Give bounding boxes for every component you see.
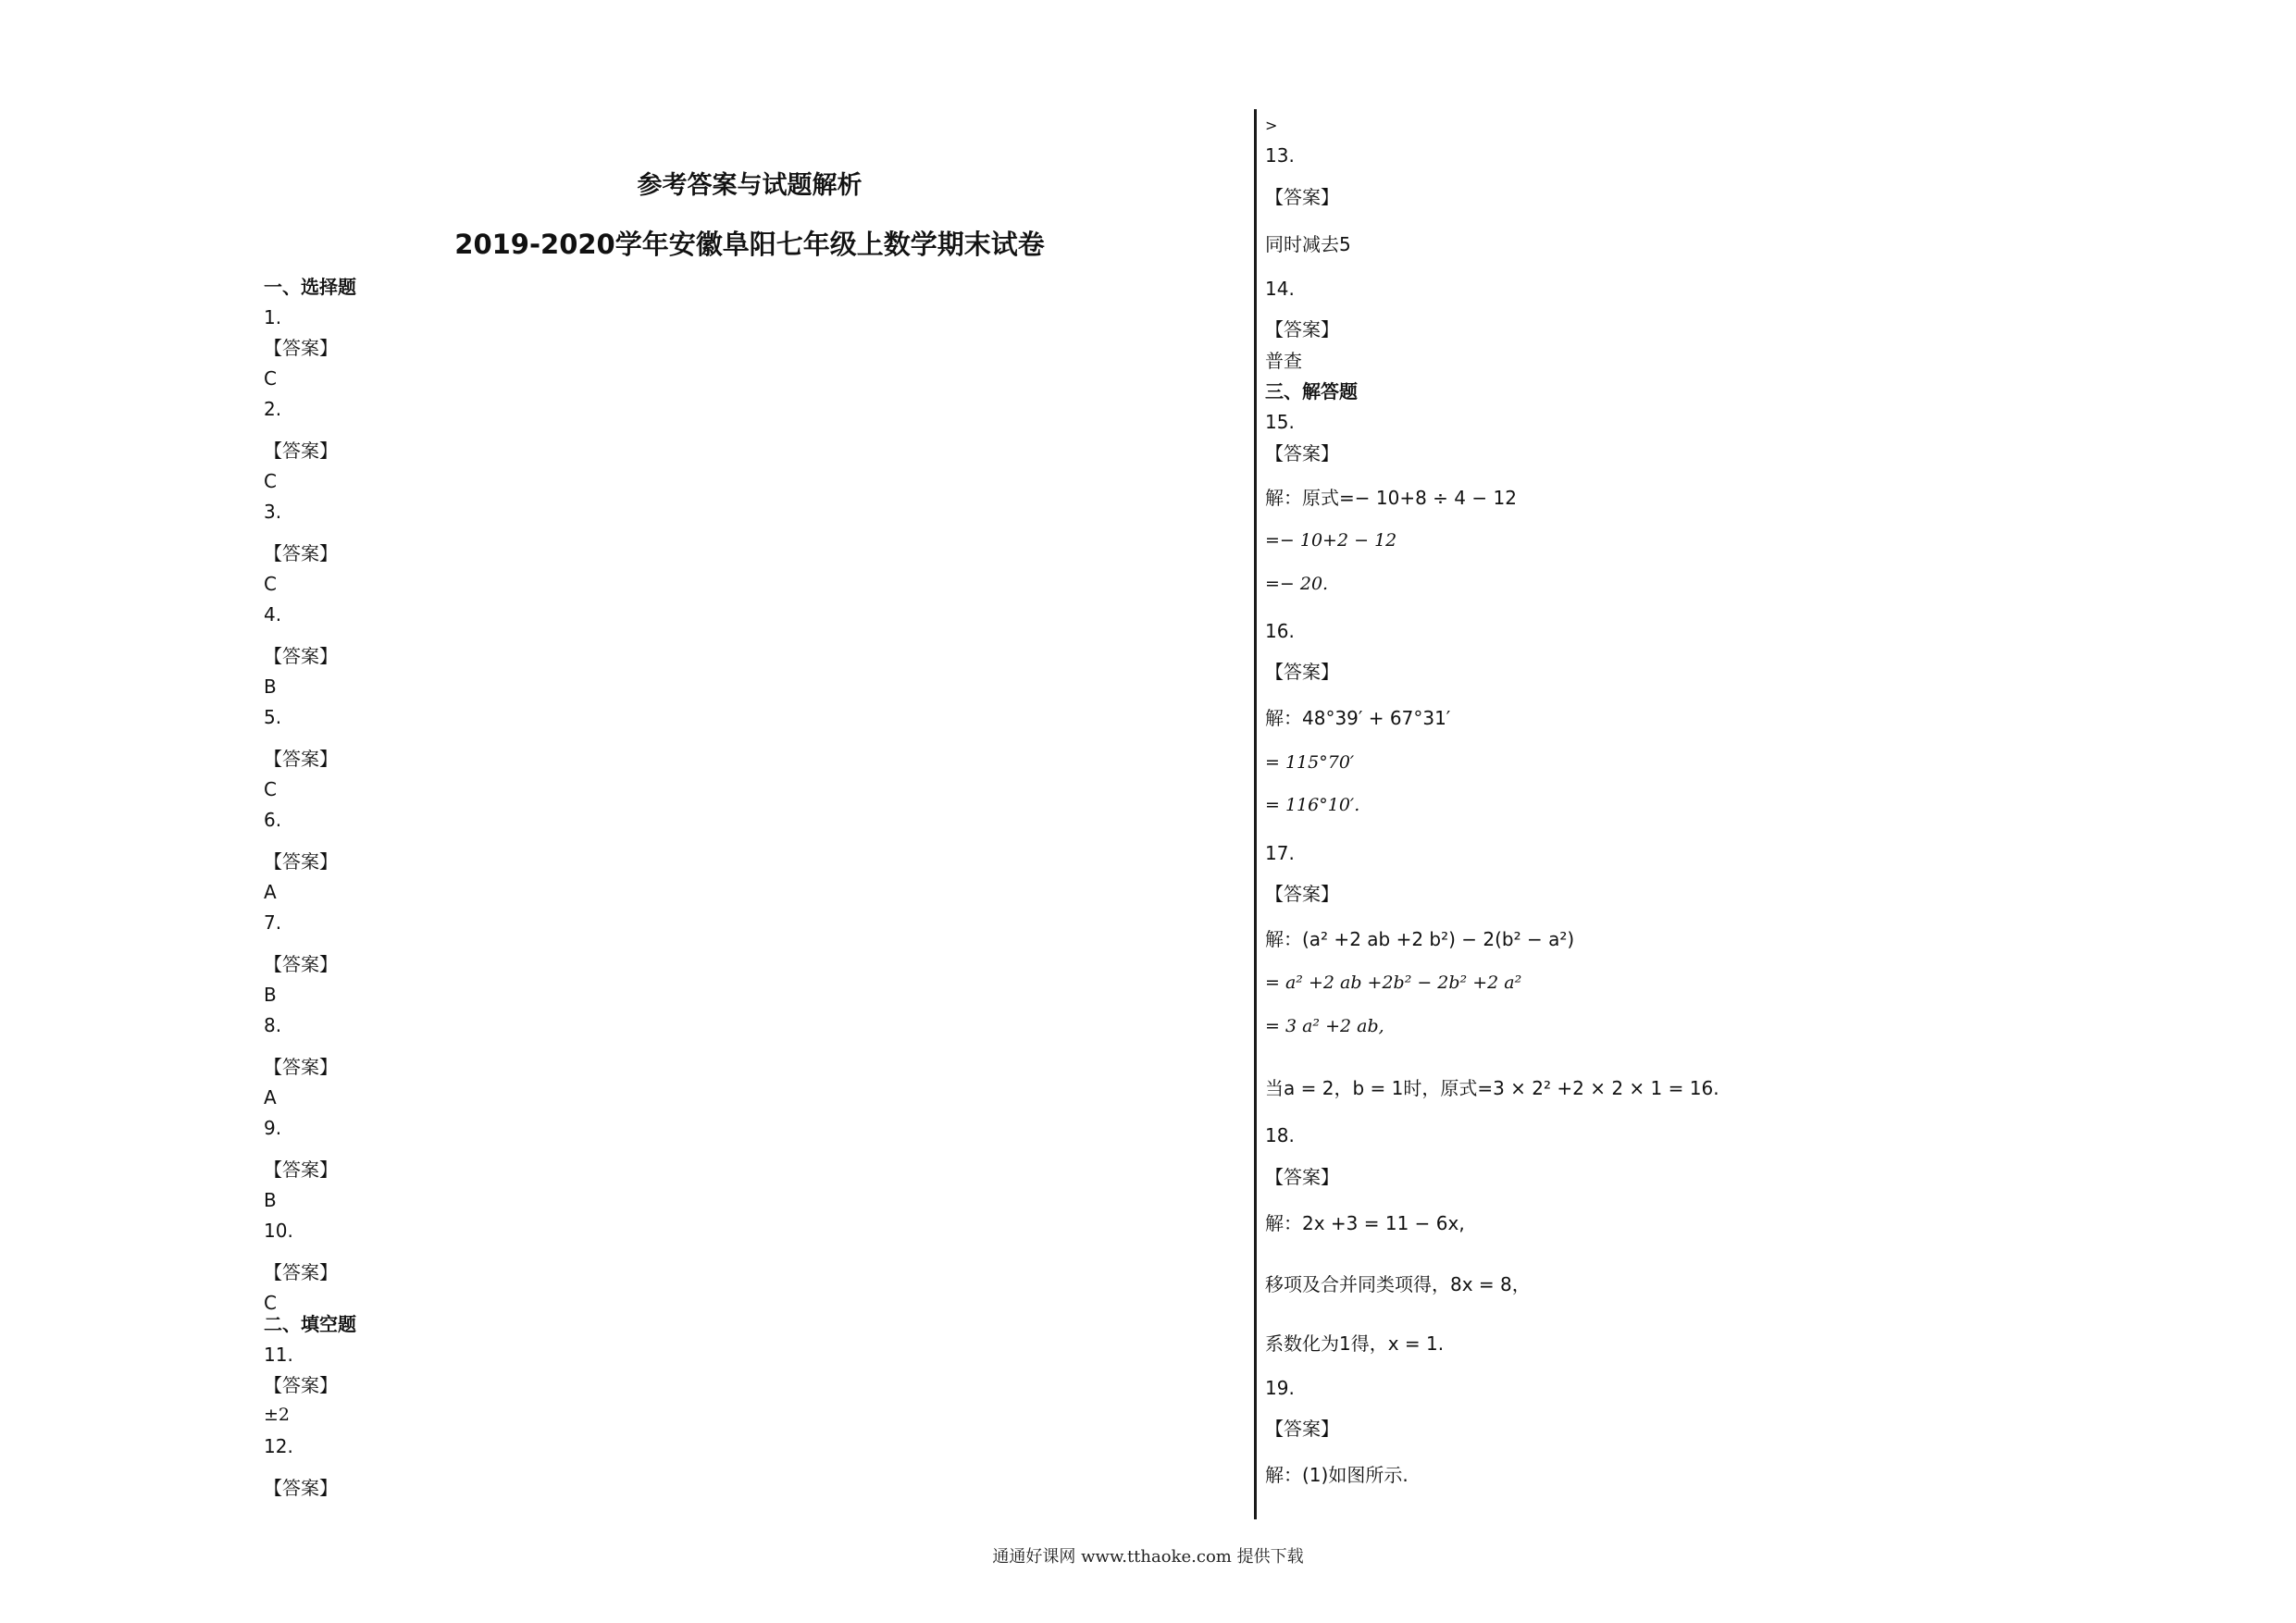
answer-label: 【答案】 <box>264 1261 338 1283</box>
answer-value: B <box>264 1189 277 1211</box>
answer-value: B <box>264 984 277 1006</box>
answer-label: 【答案】 <box>264 748 338 770</box>
solution-line: =− 10+2 − 12 <box>1265 530 1397 551</box>
footer-source: 通通好课网 www.tthaoke.com 提供下载 <box>992 1547 1304 1567</box>
question-number: 4. <box>264 603 282 626</box>
document-title: 参考答案与试题解析 <box>637 171 863 200</box>
solution-line: 系数化为1得，x = 1. <box>1265 1332 1445 1355</box>
answer-label: 【答案】 <box>264 337 338 359</box>
solution-line: = 116°10′. <box>1265 795 1360 815</box>
question-number: 11. <box>264 1344 293 1366</box>
answer-label: 【答案】 <box>264 1477 338 1499</box>
solution-line: 解：2x +3 = 11 − 6x, <box>1265 1212 1465 1234</box>
answer-label: 【答案】 <box>264 645 338 667</box>
answer-label: 【答案】 <box>1265 318 1339 341</box>
solution-line: = a² +2 ab +2b² − 2b² +2 a² <box>1265 973 1522 993</box>
answer-label: 【答案】 <box>264 850 338 873</box>
solution-line: = 3 a² +2 ab, <box>1265 1016 1384 1036</box>
solution-line: 解：(1)如图所示. <box>1265 1464 1409 1486</box>
answer-label: 【答案】 <box>1265 883 1339 905</box>
solution-line: =− 20. <box>1265 574 1329 594</box>
question-number: 5. <box>264 706 282 728</box>
question-number: 15. <box>1265 411 1295 433</box>
question-number: 3. <box>264 501 282 523</box>
question-number: 12. <box>264 1435 293 1457</box>
column-divider <box>1254 109 1257 1519</box>
answer-value: C <box>264 470 277 492</box>
answer-value: C <box>264 573 277 595</box>
continuation-mark: > <box>1265 117 1278 134</box>
answer-label: 【答案】 <box>264 1056 338 1078</box>
solution-line: 解：原式=− 10+8 ÷ 4 − 12 <box>1265 487 1517 509</box>
answer-label: 【答案】 <box>264 440 338 462</box>
section-heading-solve: 三、解答题 <box>1265 380 1358 403</box>
answer-label: 【答案】 <box>1265 186 1339 208</box>
answer-value: B <box>264 675 277 698</box>
answer-value: C <box>264 367 277 390</box>
question-number: 8. <box>264 1014 282 1036</box>
answer-text: 同时减去5 <box>1265 233 1351 255</box>
section-heading-choice: 一、选择题 <box>264 276 356 298</box>
question-number: 2. <box>264 398 282 420</box>
solution-line: 解：(a² +2 ab +2 b²) − 2(b² − a²) <box>1265 928 1575 950</box>
answer-value: A <box>264 1086 277 1109</box>
solution-line: 解：48°39′ + 67°31′ <box>1265 707 1451 729</box>
question-number: 16. <box>1265 620 1295 642</box>
solution-line: 当a = 2，b = 1时，原式=3 × 2² +2 × 2 × 1 = 16. <box>1265 1077 1719 1099</box>
answer-value: C <box>264 778 277 800</box>
section-heading-fill: 二、填空题 <box>264 1313 356 1335</box>
answer-label: 【答案】 <box>264 953 338 975</box>
question-number: 18. <box>1265 1124 1295 1146</box>
question-number: 19. <box>1265 1377 1295 1399</box>
answer-label: 【答案】 <box>264 542 338 564</box>
answer-label: 【答案】 <box>1265 1418 1339 1440</box>
exam-title: 2019-2020学年安徽阜阳七年级上数学期末试卷 <box>454 229 1045 260</box>
solution-line: = 115°70′ <box>1265 752 1355 773</box>
question-number: 7. <box>264 911 282 934</box>
question-number: 17. <box>1265 842 1295 864</box>
answer-label: 【答案】 <box>264 1374 338 1396</box>
question-number: 10. <box>264 1220 293 1242</box>
question-number: 1. <box>264 306 282 328</box>
answer-value: C <box>264 1292 277 1314</box>
question-number: 14. <box>1265 278 1295 300</box>
answer-label: 【答案】 <box>264 1158 338 1181</box>
question-number: 6. <box>264 809 282 831</box>
solution-line: 移项及合并同类项得，8x = 8， <box>1265 1273 1531 1295</box>
answer-label: 【答案】 <box>1265 1166 1339 1188</box>
answer-text: 普查 <box>1265 350 1302 372</box>
answer-value: ±2 <box>264 1405 291 1425</box>
answer-label: 【答案】 <box>1265 442 1339 465</box>
question-number: 13. <box>1265 144 1295 167</box>
answer-label: 【答案】 <box>1265 661 1339 683</box>
answer-value: A <box>264 881 277 903</box>
question-number: 9. <box>264 1117 282 1139</box>
